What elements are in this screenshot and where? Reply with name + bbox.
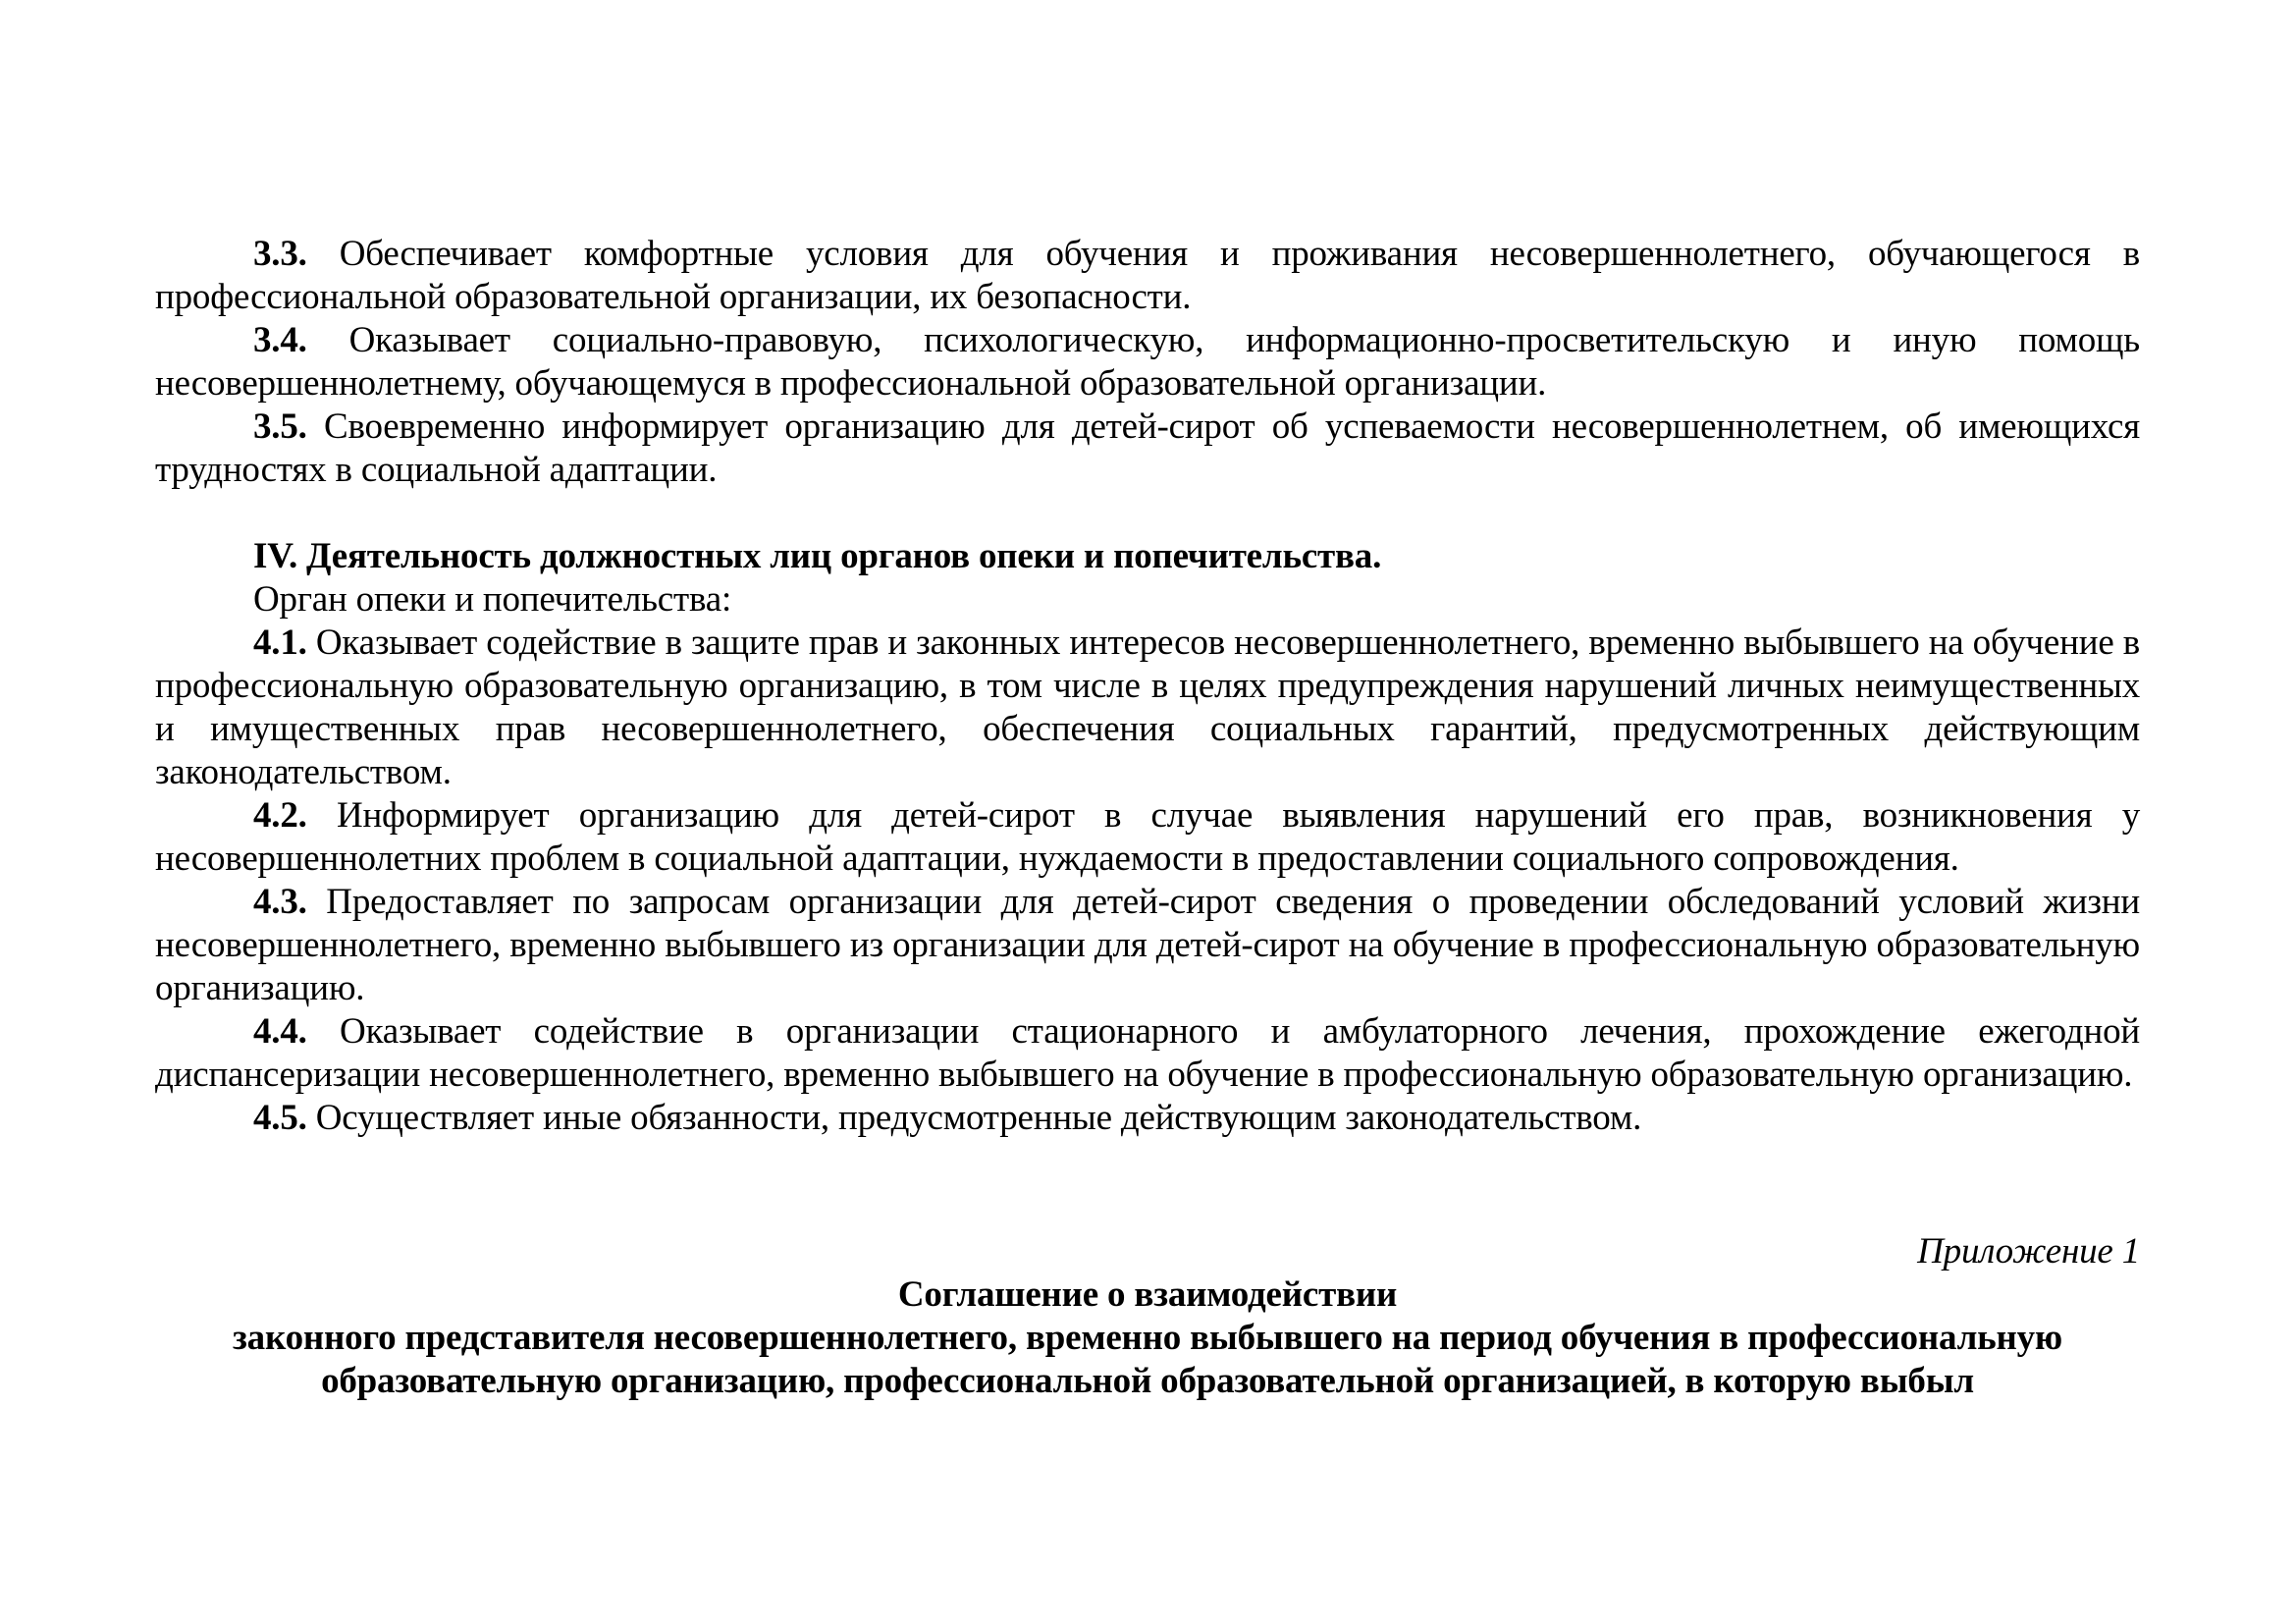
clause-number-4-3: 4.3. [253, 882, 307, 922]
clause-number-4-4: 4.4. [253, 1011, 307, 1052]
clause-number-4-5: 4.5. [253, 1098, 307, 1138]
paragraph-3-3 [155, 233, 2140, 319]
section-4-heading: IV. Деятельность должностных лиц органов опеки и попечительства. [253, 536, 1382, 576]
paragraph-4-4 [155, 1010, 2140, 1097]
clause-number-3-5: 3.5. [253, 406, 307, 447]
clause-text-3-3: Обеспечивает комфортные условия для обучения и проживания несовершеннолетнего, обучающегося в профессиональной образовательной организации, их безопасности. [155, 234, 2140, 317]
paragraph-3-5 [155, 406, 2140, 492]
agreement-title-rest: законного представителя несовершеннолетнего, временно выбывшего на период обучения в профессиональную образовательную организацию, профессиональной образовательной организацией, в которую выбыл [233, 1318, 2062, 1401]
clause-text-4-3: Предоставляет по запросам организации для детей-сирот сведения о проведении обследований условий жизни несовершеннолетнего, временно выбывшего из организации для детей-сирот на обучение в профессиональную образовательную организацию. [155, 882, 2140, 1008]
paragraph-4-2 [155, 794, 2140, 881]
agreement-title-line1: Соглашение о взаимодействии [897, 1274, 1398, 1315]
paragraph-4-5 [155, 1097, 2140, 1140]
paragraph-3-4 [155, 319, 2140, 406]
clause-text-4-5: Осуществляет иные обязанности, предусмотренные действующим законодательством. [315, 1098, 1642, 1138]
clause-text-3-5: Своевременно информирует организацию для детей-сирот об успеваемости несовершеннолетнем, об имеющихся трудностях в социальной адаптации. [155, 406, 2140, 490]
clause-number-4-1: 4.1. [253, 623, 307, 663]
section-4-intro: Орган опеки и попечительства: [253, 579, 732, 620]
clause-text-4-2: Информирует организацию для детей-сирот в случае выявления нарушений его прав, возникновения у несовершеннолетних проблем в социальной адаптации, нуждаемости в предоставлении социального сопровождения. [155, 795, 2140, 879]
clause-text-4-1: Оказывает содействие в защите прав и законных интересов несовершеннолетнего, временно выбывшего на обучение в профессиональную образовательную организацию, в том числе в целях предупреждения нарушений личных неимущественных и имущественных прав несовершеннолетнего, обеспечения социальных гарантий, предусмотренных действующим законодательством. [155, 623, 2140, 792]
clause-number-3-3: 3.3. [253, 234, 307, 274]
clause-text-4-4: Оказывает содействие в организации стационарного и амбулаторного лечения, прохождение ежегодной диспансеризации несовершеннолетнего, временно выбывшего на обучение в профессиональную образовательную организацию. [155, 1011, 2140, 1095]
paragraph-4-3 [155, 881, 2140, 1010]
clause-number-4-2: 4.2. [253, 795, 307, 836]
appendix-label: Приложение 1 [1917, 1231, 2140, 1272]
paragraph-4-1 [155, 622, 2140, 794]
clause-text-3-4: Оказывает социально-правовую, психологическую, информационно-просветительскую и иную помощь несовершеннолетнему, обучающемуся в профессиональной образовательной организации. [155, 320, 2140, 404]
clause-number-3-4: 3.4. [253, 320, 307, 360]
